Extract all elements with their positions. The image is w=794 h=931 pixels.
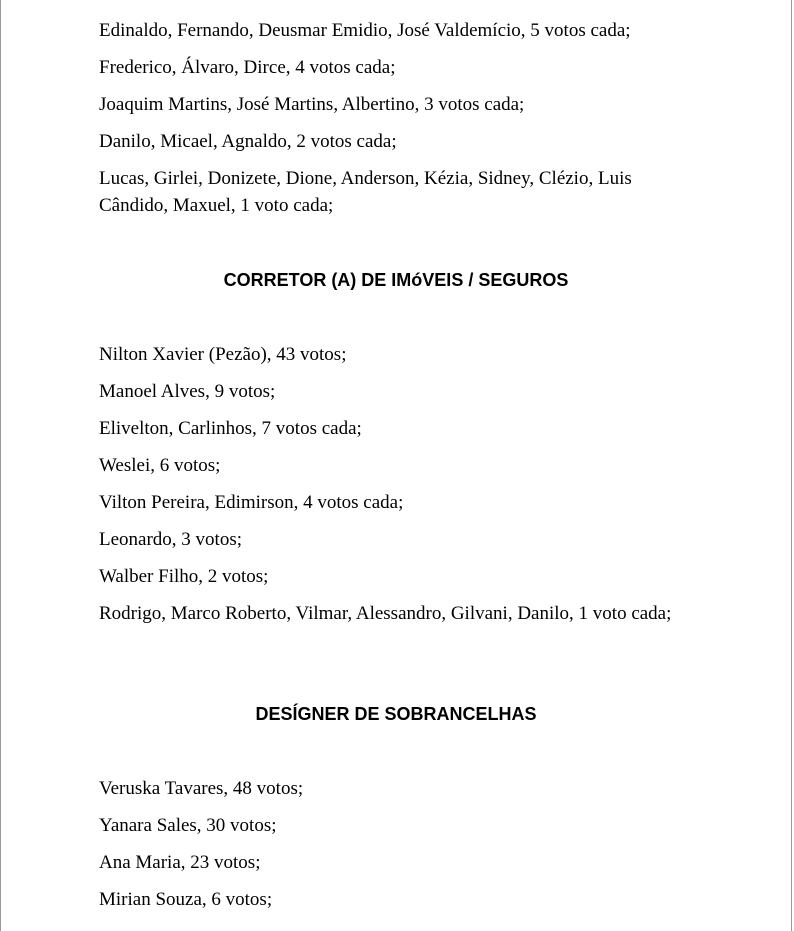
vote-entry: Veruska Tavares, 48 votos; [99,778,304,799]
section-heading-designer: DESÍGNER DE SOBRANCELHAS [255,704,537,724]
vote-entry: Weslei, 6 votos; [99,455,221,476]
vote-entry: Edinaldo, Fernando, Deusmar Emidio, José Valdemício, 5 votos cada; [99,20,631,41]
vote-entry: Elivelton, Carlinhos, 7 votos cada; [99,418,362,439]
vote-entry: Joaquim Martins, José Martins, Albertino, 3 votos cada; [99,94,525,115]
vote-entry: Lucas, Girlei, Donizete, Dione, Anderson, Kézia, Sidney, Clézio, Luis Cândido, Maxuel, 1 voto cada; [99,168,632,216]
vote-entry: Rodrigo, Marco Roberto, Vilmar, Alessandro, Gilvani, Danilo, 1 voto cada; [99,603,672,624]
vote-entry: Vilton Pereira, Edimirson, 4 votos cada; [99,492,404,513]
previous-vote-list [99,17,709,219]
vote-entry: Danilo, Micael, Agnaldo, 2 votos cada; [99,131,397,152]
vote-entry: Manoel Alves, 9 votos; [99,381,276,402]
section-heading-corretor: CORRETOR (A) DE IMóVEIS / SEGUROS [223,270,569,290]
vote-entry: Leonardo, 3 votos; [99,529,243,550]
vote-entry: Mirian Souza, 6 votos; [99,889,273,910]
corretor-vote-list [99,341,709,627]
vote-entry: Nilton Xavier (Pezão), 43 votos; [99,344,347,365]
vote-entry: Walber Filho, 2 votos; [99,566,269,587]
designer-vote-list [99,775,709,913]
vote-entry: Frederico, Álvaro, Dirce, 4 votos cada; [99,57,396,78]
vote-entry: Ana Maria, 23 votos; [99,852,261,873]
vote-entry: Yanara Sales, 30 votos; [99,815,277,836]
